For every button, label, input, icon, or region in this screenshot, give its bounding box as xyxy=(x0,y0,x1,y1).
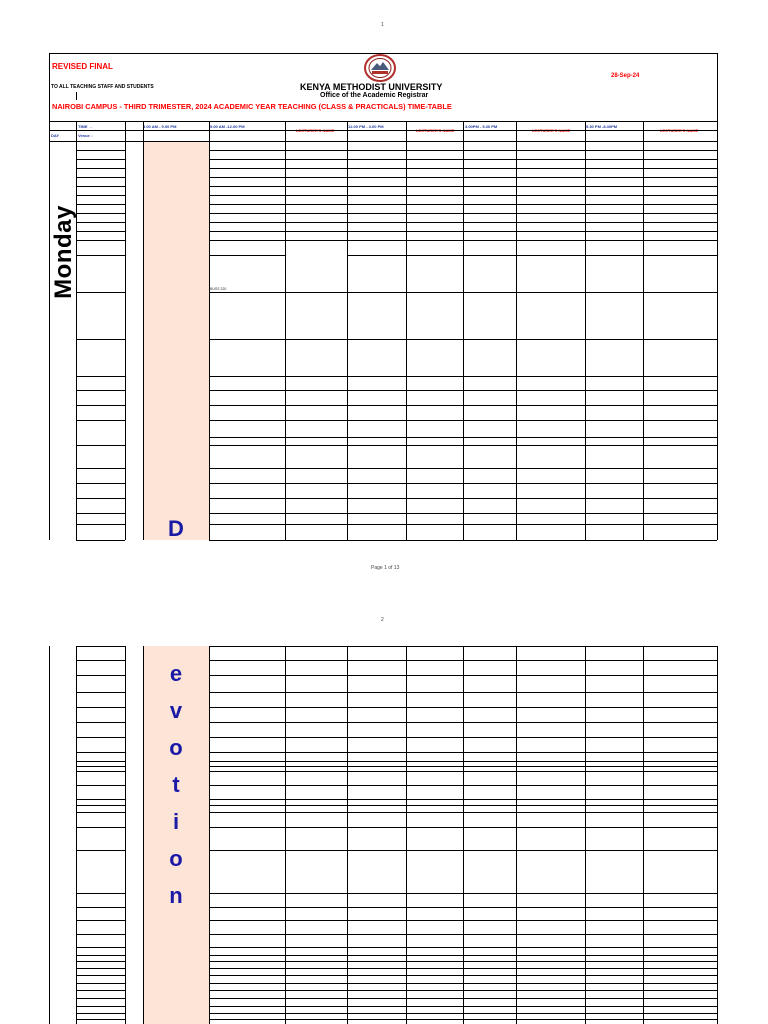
grid-row-line xyxy=(76,405,125,406)
grid-column-line xyxy=(585,121,586,540)
grid-row-line xyxy=(49,141,717,142)
grid-row-line xyxy=(76,186,125,187)
grid-row-line xyxy=(76,692,125,693)
grid-row-line xyxy=(76,231,125,232)
grid-row-line xyxy=(209,231,717,232)
grid-row-line xyxy=(209,513,717,514)
grid-column-line xyxy=(643,121,644,540)
devotion-letter-i: i xyxy=(172,809,180,834)
grid-row-line xyxy=(209,168,717,169)
grid-row-line xyxy=(76,947,125,948)
grid-row-line xyxy=(209,339,717,340)
grid-row-line xyxy=(209,1006,717,1007)
grid-row-line xyxy=(209,255,285,256)
grid-row-line xyxy=(76,920,125,921)
grid-row-line xyxy=(209,907,717,908)
grid-row-line xyxy=(76,983,125,984)
slot-header-1: 8.00 AM - 9.00 PM xyxy=(143,124,177,129)
venue-header: Venue ↓ xyxy=(78,133,93,138)
grid-row-line xyxy=(76,292,125,293)
grid-row-line xyxy=(76,812,125,813)
grid-row-line xyxy=(76,445,125,446)
timetable-subtitle: NAIROBI CAMPUS - THIRD TRIMESTER, 2024 ACADEMIC YEAR TEACHING (CLASS & PRACTICALS) TIME-TABLE xyxy=(52,102,452,111)
grid-row-line xyxy=(209,737,717,738)
slot-header-3: 12.00 PM - 3.00 PM xyxy=(348,124,384,129)
grid-row-line xyxy=(209,405,717,406)
grid-row-line xyxy=(76,675,125,676)
lecturer-header-3: LECTURER'S NAME xyxy=(532,128,571,133)
grid-row-line xyxy=(76,255,125,256)
grid-row-line xyxy=(209,998,717,999)
grid-row-line xyxy=(209,961,717,962)
grid-row-line xyxy=(76,1013,125,1014)
grid-row-line xyxy=(76,998,125,999)
grid-row-line xyxy=(209,177,717,178)
grid-row-line xyxy=(76,752,125,753)
grid-row-line xyxy=(76,766,125,767)
grid-row-line xyxy=(209,707,717,708)
grid-row-line xyxy=(209,771,717,772)
grid-row-line xyxy=(209,827,717,828)
university-logo xyxy=(364,54,396,82)
grid-row-line xyxy=(76,159,125,160)
left-border-page2 xyxy=(49,646,50,1024)
grid-row-line xyxy=(76,761,125,762)
grid-row-line xyxy=(76,955,125,956)
grid-row-line xyxy=(76,707,125,708)
slot-header-4: 3.00PM - 5.30 PM xyxy=(465,124,498,129)
slot-header-5: 5.30 PM -8.30PM xyxy=(586,124,618,129)
grid-row-line xyxy=(209,292,717,293)
grid-row-line xyxy=(209,805,717,806)
grid-column-line xyxy=(463,121,464,540)
grid-row-line xyxy=(209,468,717,469)
grid-row-line xyxy=(209,498,717,499)
grid-row-line xyxy=(76,204,125,205)
grid-column-line xyxy=(347,121,348,540)
page-number: 1 xyxy=(381,22,384,28)
grid-row-line xyxy=(209,799,717,800)
grid-column-line xyxy=(406,121,407,540)
grid-column-line xyxy=(516,121,517,540)
grid-row-line xyxy=(209,893,717,894)
devotion-letter-e: e xyxy=(169,661,183,686)
grid-row-line xyxy=(76,850,125,851)
devotion-letter-o: o xyxy=(169,735,183,760)
grid-row-line xyxy=(76,961,125,962)
grid-row-line xyxy=(76,195,125,196)
grid-row-line xyxy=(209,850,717,851)
grid-row-line xyxy=(209,222,717,223)
grid-row-line xyxy=(76,420,125,421)
grid-row-line xyxy=(209,186,717,187)
grid-row-line xyxy=(209,390,717,391)
grid-row-line xyxy=(209,947,717,948)
grid-row-line xyxy=(76,150,125,151)
grid-row-line xyxy=(76,1019,125,1020)
grid-row-line xyxy=(76,907,125,908)
grid-row-line xyxy=(76,390,125,391)
grid-row-line xyxy=(209,240,717,241)
grid-row-line xyxy=(209,483,717,484)
grid-row-line xyxy=(209,761,717,762)
day-label-monday: Monday xyxy=(50,205,77,299)
grid-row-line xyxy=(209,213,717,214)
grid-row-line xyxy=(76,240,125,241)
grid-row-line xyxy=(209,955,717,956)
grid-row-line xyxy=(209,195,717,196)
devotion-letter-d: D xyxy=(168,516,184,541)
grid-row-line xyxy=(209,722,717,723)
right-border xyxy=(717,53,718,540)
grid-row-line xyxy=(209,766,717,767)
audience-label: TO ALL TEACHING STAFF AND STUDENTS xyxy=(51,84,154,90)
devotion-column-page1 xyxy=(143,141,209,540)
grid-column-line xyxy=(125,646,126,1024)
grid-column-line xyxy=(209,121,210,540)
page-footer: Page 1 of 13 xyxy=(371,565,400,571)
grid-row-line xyxy=(76,893,125,894)
grid-row-line xyxy=(76,376,125,377)
grid-column-line xyxy=(143,121,144,540)
grid-row-line xyxy=(209,934,717,935)
grid-bottom-line xyxy=(209,540,717,541)
grid-row-line xyxy=(209,420,717,421)
devotion-letter-o2: o xyxy=(169,846,183,871)
devotion-letter-t: t xyxy=(172,772,180,797)
grid-row-line xyxy=(76,213,125,214)
cursor-mark xyxy=(76,92,77,100)
grid-row-line xyxy=(209,437,717,438)
grid-row-line xyxy=(209,646,717,647)
course-code-cell: BUSS 320 xyxy=(210,287,227,291)
grid-row-line xyxy=(209,968,717,969)
grid-row-line xyxy=(209,376,717,377)
grid-row-line xyxy=(76,975,125,976)
grid-row-line xyxy=(209,660,717,661)
grid-row-line xyxy=(209,785,717,786)
grid-row-line xyxy=(209,1019,717,1020)
grid-row-line xyxy=(76,737,125,738)
grid-row-line xyxy=(76,771,125,772)
lecturer-header-4: LECTURER'S NAME xyxy=(660,128,699,133)
grid-row-line xyxy=(209,204,717,205)
grid-row-line xyxy=(76,990,125,991)
grid-row-line xyxy=(76,222,125,223)
grid-column-line xyxy=(125,121,126,540)
grid-row-line xyxy=(49,130,717,131)
grid-row-line xyxy=(209,150,717,151)
grid-column-line xyxy=(76,121,77,540)
grid-row-line xyxy=(209,524,717,525)
grid-row-line xyxy=(76,483,125,484)
grid-row-line xyxy=(76,785,125,786)
page-number-2: 2 xyxy=(381,617,384,623)
grid-row-line xyxy=(76,934,125,935)
grid-row-line xyxy=(209,159,717,160)
grid-row-line xyxy=(76,799,125,800)
grid-row-line xyxy=(76,177,125,178)
grid-row-line xyxy=(76,498,125,499)
revised-final-label: REVISED FINAL xyxy=(52,62,113,71)
grid-row-line xyxy=(76,168,125,169)
grid-bottom-line xyxy=(76,540,125,541)
grid-row-line xyxy=(347,255,717,256)
grid-row-line xyxy=(76,646,125,647)
registrar-office: Office of the Academic Registrar xyxy=(320,92,429,99)
grid-row-line xyxy=(76,968,125,969)
grid-row-line xyxy=(209,675,717,676)
grid-row-line xyxy=(209,812,717,813)
devotion-letter-n: n xyxy=(169,883,183,908)
grid-row-line xyxy=(209,752,717,753)
university-name: KENYA METHODIST UNIVERSITY xyxy=(300,82,443,92)
devotion-letter-v: v xyxy=(169,698,183,723)
grid-row-line xyxy=(209,975,717,976)
timetable-date: 28-Sep-24 xyxy=(611,73,640,79)
grid-row-line xyxy=(209,920,717,921)
grid-row-line xyxy=(76,827,125,828)
grid-row-line xyxy=(76,722,125,723)
column-header-top-rule xyxy=(49,121,717,122)
grid-row-line xyxy=(76,339,125,340)
grid-row-line xyxy=(76,513,125,514)
grid-column-line xyxy=(285,121,286,540)
grid-row-line xyxy=(209,692,717,693)
lecturer-header-1: LECTURER'S NAME xyxy=(296,128,335,133)
grid-row-line xyxy=(209,1013,717,1014)
grid-row-line xyxy=(76,660,125,661)
grid-row-line xyxy=(76,524,125,525)
grid-row-line xyxy=(209,983,717,984)
grid-row-line xyxy=(209,990,717,991)
slot-header-2: 9.00 AM -12.00 PM xyxy=(210,124,245,129)
lecturer-header-2: LECTURER'S NAME xyxy=(416,128,455,133)
grid-row-line xyxy=(209,445,717,446)
grid-row-line xyxy=(76,468,125,469)
right-border-page2 xyxy=(717,646,718,1024)
grid-row-line xyxy=(76,1006,125,1007)
day-header: DAY xyxy=(51,133,60,138)
grid-row-line xyxy=(76,805,125,806)
time-header: TIME → xyxy=(78,124,93,129)
